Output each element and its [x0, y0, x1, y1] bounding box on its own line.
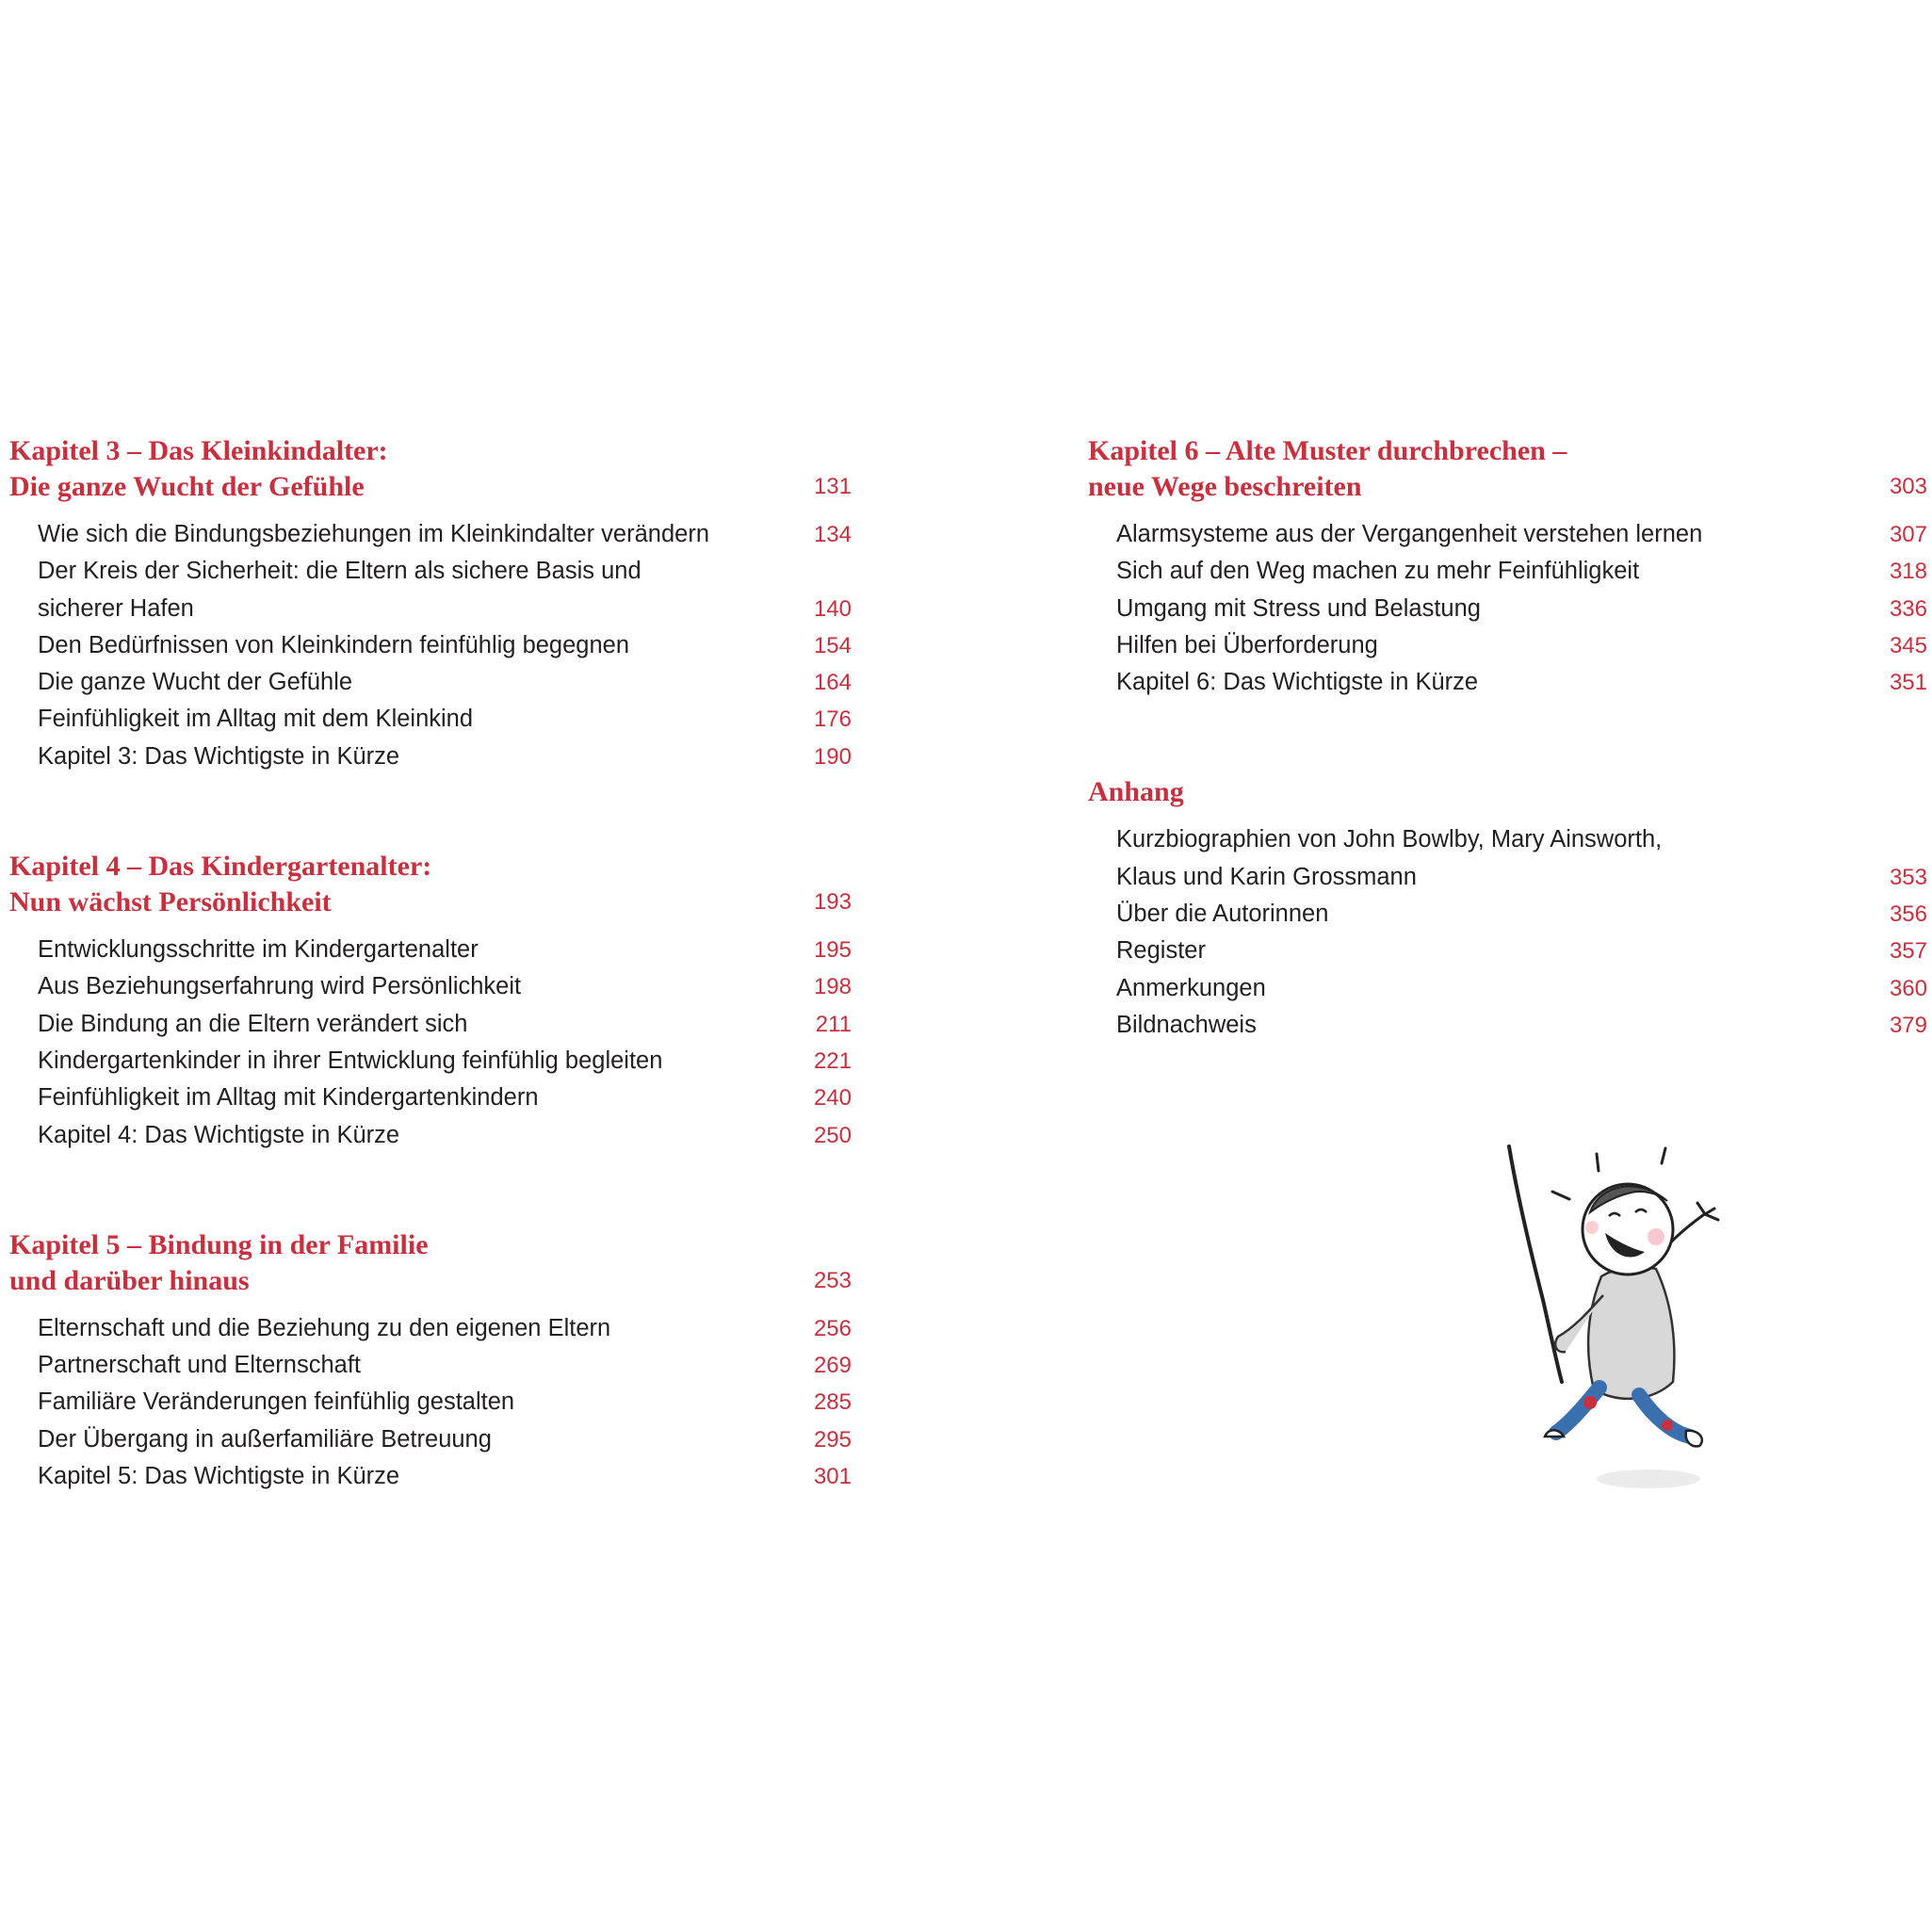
- chapter-heading-line: Kapitel 4 – Das Kindergartenalter:: [9, 851, 432, 883]
- toc-entry-title: Kapitel 4: Das Wichtigste in Kürze: [38, 1121, 400, 1148]
- toc-entry-title: Anmerkungen: [1116, 974, 1266, 1001]
- toc-entry: [9, 1347, 852, 1384]
- toc-entry-list: [9, 516, 852, 775]
- toc-entry-title: Aus Beziehungserfahrung wird Persönlichkeit: [38, 973, 522, 1000]
- toc-entry: [1088, 1007, 1927, 1044]
- toc-entry: [1088, 933, 1927, 969]
- toc-entry-page-number: 250: [813, 1122, 852, 1148]
- toc-entry-page-number: 176: [813, 706, 852, 733]
- toc-entry-title: Der Übergang in außerfamiliäre Betreuung: [38, 1425, 492, 1453]
- toc-entry-title: Der Kreis der Sicherheit: die Eltern als sichere Basis und: [38, 558, 641, 585]
- chapter-heading-line: Nun wächst Persönlichkeit: [9, 886, 332, 918]
- toc-entry-title: Kapitel 6: Das Wichtigste in Kürze: [1116, 669, 1479, 696]
- chapter-heading-line: Die ganze Wucht der Gefühle: [9, 471, 365, 502]
- toc-entry-list: [9, 932, 852, 1154]
- toc-entry: [9, 664, 852, 701]
- toc-left-column: [9, 433, 852, 1568]
- toc-entry: [9, 1310, 852, 1347]
- toc-entry-page-number: 154: [813, 632, 852, 658]
- toc-entry: [1088, 970, 1927, 1007]
- toc-entry-title: Kapitel 3: Das Wichtigste in Kürze: [38, 742, 400, 770]
- toc-entry-title: Partnerschaft und Elternschaft: [38, 1352, 362, 1379]
- chapter-heading-line: Kapitel 5 – Bindung in der Familie: [9, 1228, 429, 1260]
- chapter-heading-line: Anhang: [1088, 776, 1184, 808]
- running-child-illustration: [1488, 1135, 1799, 1507]
- toc-entry: [9, 932, 852, 968]
- chapter-heading-line: Kapitel 6 – Alte Muster durchbrechen –: [1088, 435, 1567, 466]
- chapter-page-number: 193: [813, 889, 852, 916]
- toc-entry: [9, 1080, 852, 1116]
- toc-entry-page-number: 256: [813, 1315, 852, 1341]
- toc-section: [1088, 433, 1927, 701]
- toc-section: [9, 849, 852, 1154]
- toc-entry-page-number: 221: [813, 1047, 852, 1074]
- toc-entry: [9, 739, 852, 775]
- toc-entry: [9, 1043, 852, 1080]
- toc-entry-page-number: 195: [813, 937, 852, 964]
- toc-entry-title: Hilfen bei Überforderung: [1116, 631, 1378, 658]
- chapter-page-number: 131: [813, 474, 852, 499]
- chapter-heading: [1088, 774, 1927, 810]
- toc-entry: [9, 1458, 852, 1495]
- toc-entry-title: Familiäre Veränderungen feinfühlig gestalten: [38, 1388, 515, 1416]
- toc-entry-page-number: 379: [1889, 1012, 1927, 1038]
- toc-entry: [1088, 627, 1927, 664]
- toc-entry-page-number: 356: [1889, 901, 1927, 928]
- toc-entry-title: Bildnachweis: [1116, 1011, 1257, 1038]
- chapter-page-number: 253: [813, 1267, 852, 1293]
- toc-entry-page-number: 211: [815, 1011, 852, 1037]
- chapter-heading: [1088, 433, 1927, 505]
- toc-entry-list: [1088, 821, 1927, 1044]
- toc-entry: [9, 627, 852, 664]
- toc-entry-title: Den Bedürfnissen von Kleinkindern feinfühlig begegnen: [38, 631, 630, 658]
- toc-entry-title: Kindergartenkinder in ihrer Entwicklung feinfühlig begleiten: [38, 1047, 663, 1074]
- toc-entry-page-number: 318: [1889, 559, 1927, 585]
- toc-entry: [1088, 516, 1927, 553]
- toc-entry-page-number: 357: [1889, 938, 1927, 965]
- toc-entry-page-number: 164: [813, 670, 852, 696]
- toc-section: [9, 1227, 852, 1495]
- toc-entry-page-number: 285: [813, 1389, 852, 1416]
- toc-entry: [9, 1117, 852, 1154]
- toc-entry: [9, 553, 852, 627]
- toc-entry-title: Die Bindung an die Eltern verändert sich: [38, 1010, 468, 1037]
- toc-entry: [9, 1384, 852, 1421]
- toc-entry: [9, 516, 852, 553]
- toc-entry-title: Über die Autorinnen: [1116, 901, 1329, 928]
- toc-entry-page-number: 140: [813, 595, 852, 622]
- toc-entry: [9, 701, 852, 738]
- toc-entry: [9, 968, 852, 1005]
- toc-entry-page-number: 345: [1889, 632, 1927, 658]
- stick: [1509, 1146, 1562, 1382]
- toc-entry: [9, 1006, 852, 1043]
- toc-entry-page-number: 307: [1889, 522, 1927, 547]
- toc-section: [9, 433, 852, 775]
- chapter-heading-line: neue Wege beschreiten: [1088, 471, 1362, 502]
- toc-entry-title: Feinfühligkeit im Alltag mit dem Kleinkind: [38, 706, 474, 733]
- toc-entry-page-number: 353: [1889, 864, 1927, 890]
- chapter-heading: [9, 433, 852, 505]
- toc-entry-title: Umgang mit Stress und Belastung: [1116, 594, 1481, 622]
- toc-entry-title: Register: [1116, 937, 1206, 965]
- toc-entry-title: Die ganze Wucht der Gefühle: [38, 669, 353, 696]
- ground-shadow: [1597, 1469, 1700, 1488]
- toc-entry-list: [1088, 516, 1927, 701]
- toc-entry-page-number: 198: [813, 974, 852, 1000]
- toc-entry: [9, 1421, 852, 1458]
- toc-entry-page-number: 351: [1889, 670, 1927, 696]
- toc-entry-page-number: 240: [813, 1085, 852, 1112]
- toc-entry-title: Wie sich die Bindungsbeziehungen im Kleinkindalter verändern: [38, 521, 710, 547]
- toc-entry-title: Kurzbiographien von John Bowlby, Mary Ainsworth,: [1116, 826, 1663, 853]
- toc-entry-page-number: 295: [813, 1426, 852, 1453]
- toc-entry-title: Entwicklungsschritte im Kindergartenalter: [38, 936, 479, 964]
- toc-entry-page-number: 301: [813, 1464, 852, 1490]
- toc-entry-page-number: 269: [813, 1353, 852, 1379]
- toc-entry-page-number: 190: [813, 743, 852, 770]
- cheek: [1648, 1228, 1664, 1245]
- toc-entry-page-number: 336: [1889, 595, 1927, 622]
- chapter-heading-line: und darüber hinaus: [9, 1264, 250, 1296]
- chapter-heading: [9, 849, 852, 920]
- toc-entry-title: Sich auf den Weg machen zu mehr Feinfühligkeit: [1116, 558, 1640, 585]
- sweater: [1588, 1267, 1674, 1399]
- toc-entry-title: sicherer Hafen: [38, 594, 194, 622]
- toc-entry: [1088, 821, 1927, 896]
- toc-entry-title: Elternschaft und die Beziehung zu den eigenen Eltern: [38, 1314, 611, 1341]
- toc-entry-list: [9, 1310, 852, 1495]
- toc-entry: [1088, 553, 1927, 590]
- chapter-heading-line: Kapitel 3 – Das Kleinkindalter:: [9, 435, 388, 466]
- toc-section: [1088, 774, 1927, 1044]
- toc-entry-title: Alarmsysteme aus der Vergangenheit verstehen lernen: [1116, 521, 1703, 547]
- chapter-page-number: 303: [1889, 474, 1927, 499]
- chapter-heading: [9, 1227, 852, 1299]
- toc-entry: [1088, 896, 1927, 933]
- toc-entry-title: Kapitel 5: Das Wichtigste in Kürze: [38, 1463, 400, 1490]
- toc-entry-page-number: 360: [1889, 975, 1927, 1001]
- toc-entry: [1088, 664, 1927, 701]
- toc-entry-title: Feinfühligkeit im Alltag mit Kindergartenkindern: [38, 1084, 539, 1112]
- toc-entry-title: Klaus und Karin Grossmann: [1116, 863, 1417, 890]
- toc-entry: [1088, 591, 1927, 627]
- toc-entry-page-number: 134: [813, 522, 852, 547]
- toc-right-column: [1088, 433, 1927, 1117]
